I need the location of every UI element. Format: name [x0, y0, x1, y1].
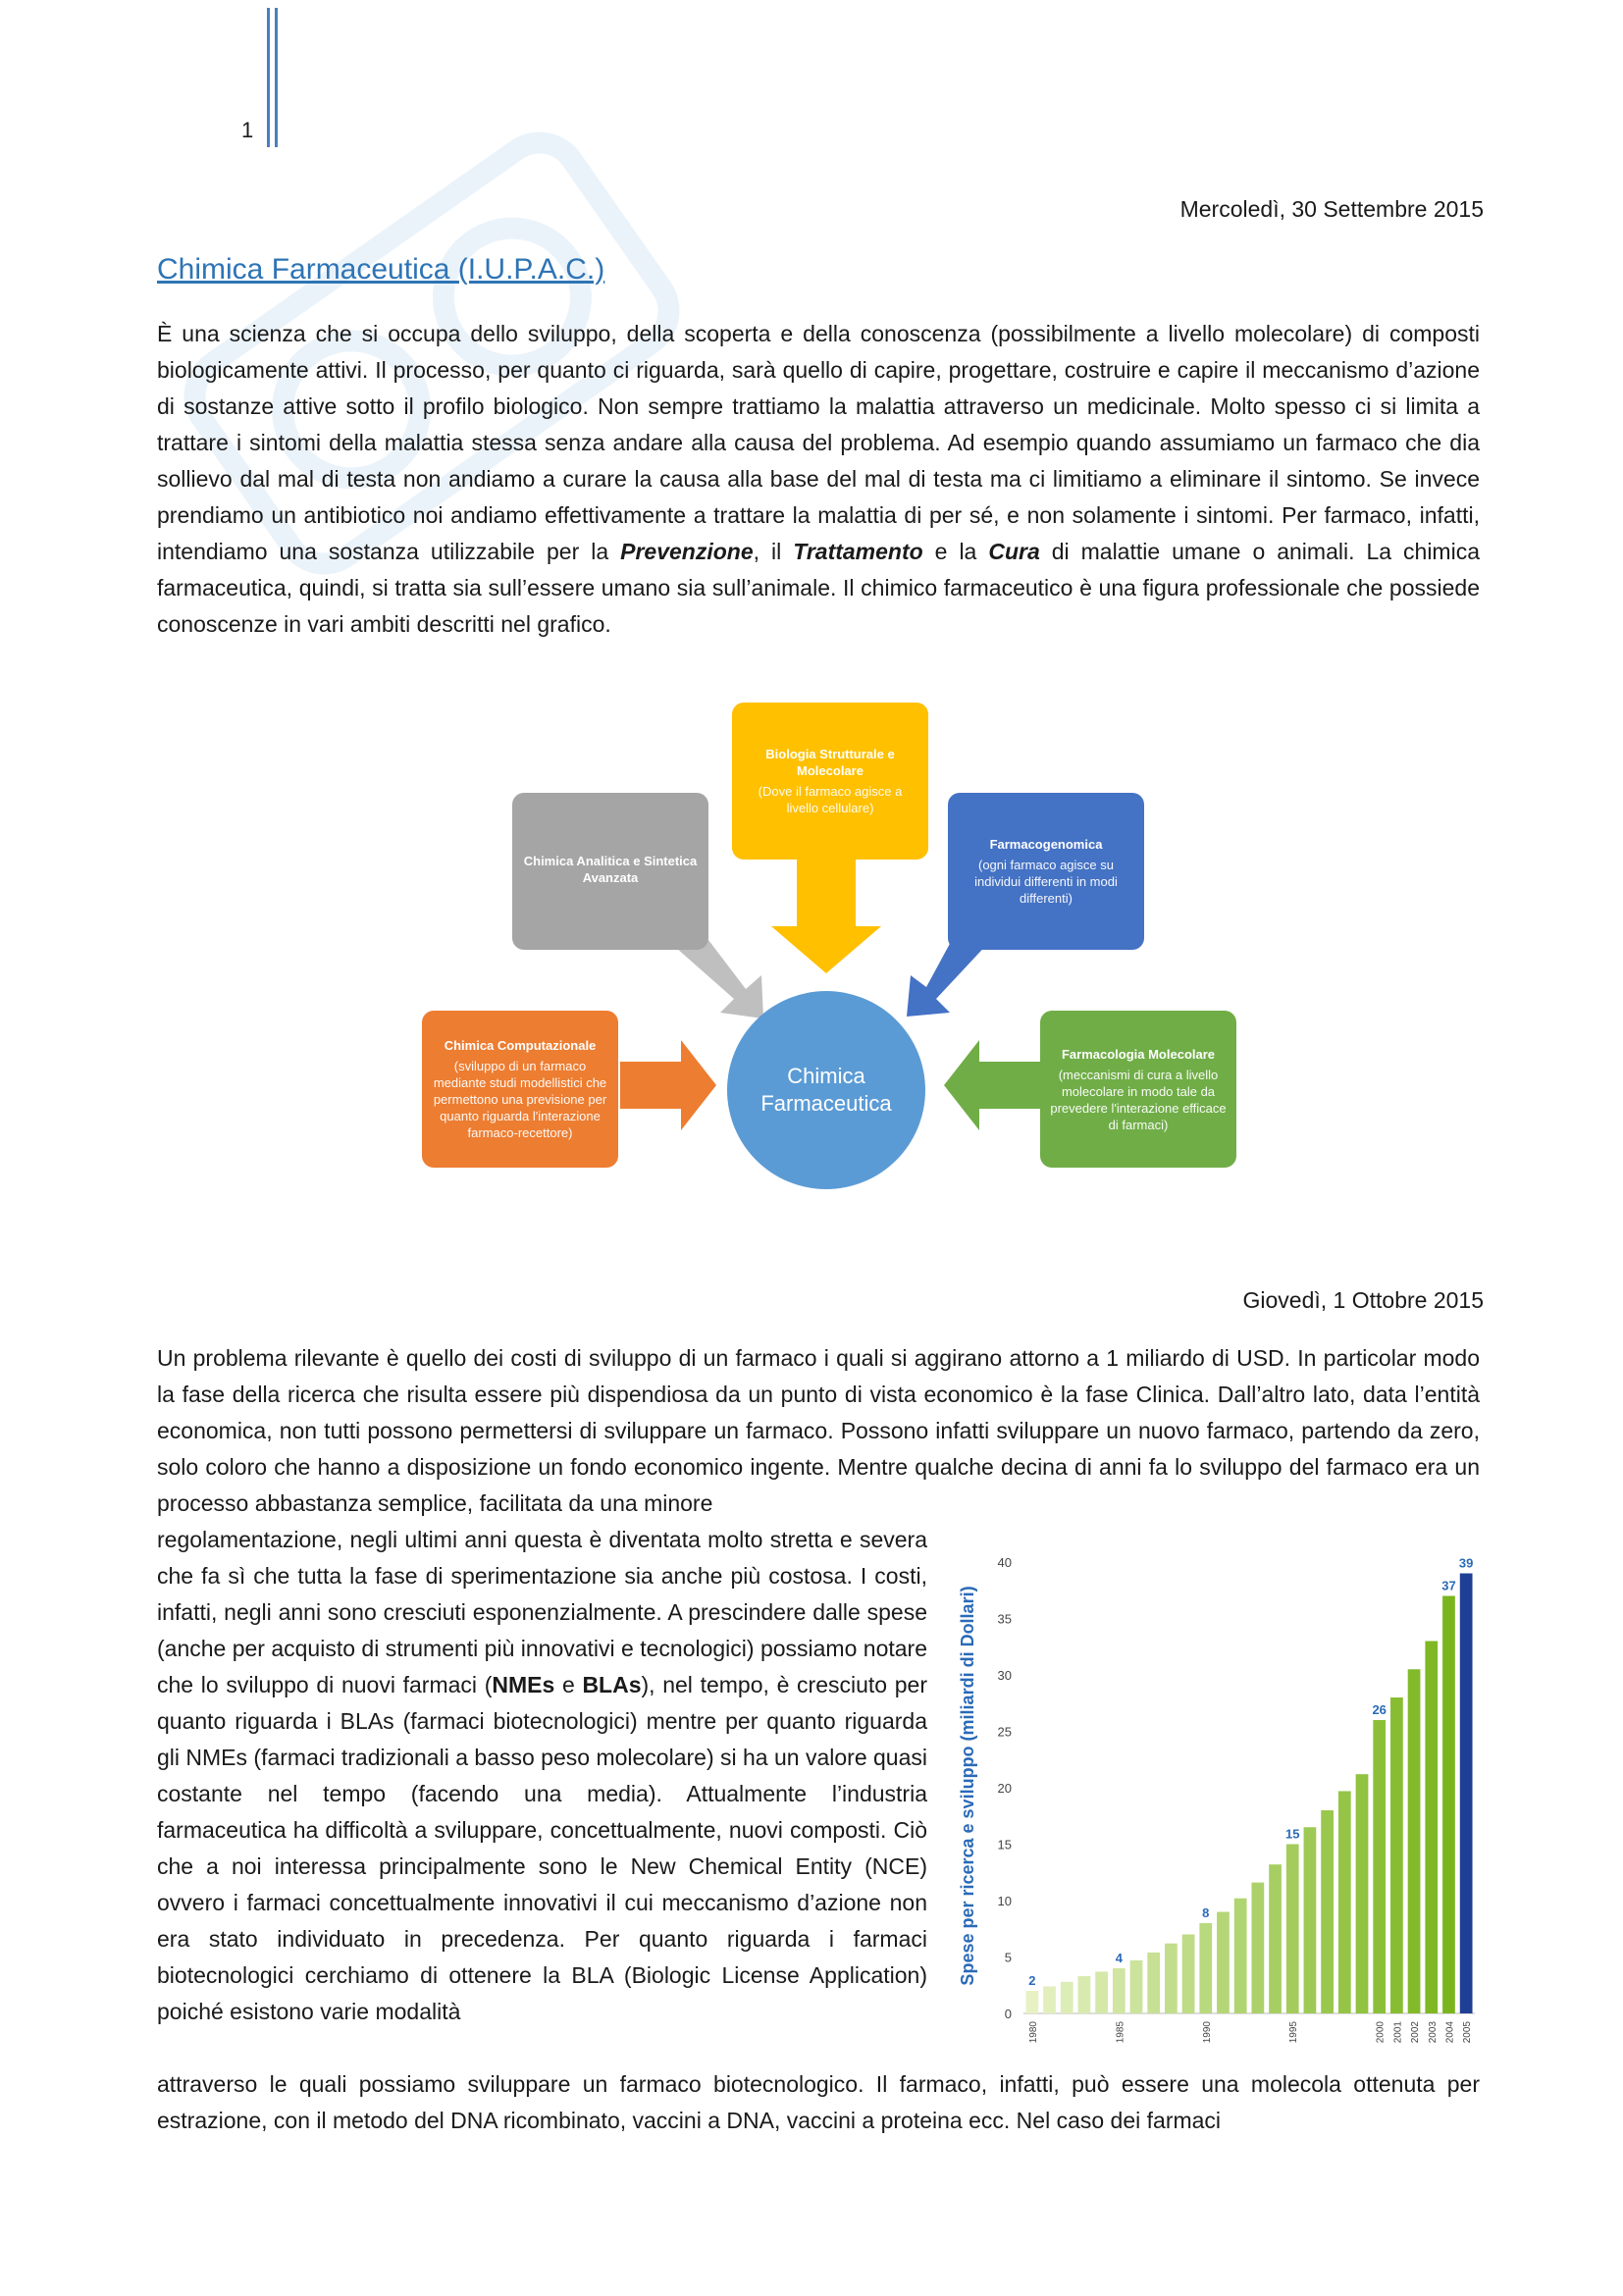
trattamento-term: Trattamento — [793, 539, 923, 564]
data-label-1995: 15 — [1284, 1826, 1300, 1842]
bar-1988 — [1165, 1944, 1178, 2013]
bar-1991 — [1217, 1912, 1230, 2014]
box-farmacogenomica: Farmacogenomica (ogni farmaco agisce su individui differenti in modi differenti) — [948, 793, 1144, 950]
y-tick-label: 5 — [1004, 1950, 1012, 1965]
bar-1984 — [1095, 1971, 1108, 2013]
y-tick-label: 40 — [997, 1555, 1012, 1570]
chart-ylabel: Spese per ricerca e sviluppo (miliardi di Dollari) — [958, 1586, 977, 1986]
bar-1990 — [1199, 1923, 1212, 2013]
box-chimica-analitica: Chimica Analitica e Sintetica Avanzata — [512, 793, 708, 950]
data-label-1980: 2 — [1028, 1973, 1036, 1988]
bar-1983 — [1078, 1976, 1091, 2013]
bar-1981 — [1043, 1986, 1056, 2013]
bar-1996 — [1304, 1827, 1317, 2013]
arrow-farmacologia — [944, 1040, 1040, 1130]
data-label-1990: 8 — [1202, 1905, 1210, 1920]
bar-2000 — [1373, 1720, 1386, 2013]
bar-1982 — [1061, 1982, 1073, 2013]
x-tick-label: 2000 — [1375, 2021, 1387, 2044]
section-title: Chimica Farmaceutica (I.U.P.A.C.) — [157, 253, 605, 286]
prevenzione-term: Prevenzione — [620, 539, 754, 564]
page-number: 1 — [241, 118, 254, 142]
bar-1986 — [1130, 1960, 1143, 2013]
bar-2005 — [1460, 1574, 1473, 2014]
bar-2003 — [1425, 1642, 1438, 2014]
bar-1995 — [1286, 1845, 1299, 2014]
box-chimica-computazionale: Chimica Computazionale (sviluppo di un farmaco mediante studi modellistici che permettono una previsione per quanto riguarda l'interazione farmaco-recettore) — [422, 1011, 618, 1168]
x-tick-label: 2001 — [1392, 2021, 1404, 2044]
x-tick-label: 2002 — [1410, 2021, 1422, 2044]
wrapped-paragraph: regolamentazione, negli ultimi anni questa è diventata molto stretta e severa che fa sì che tutta la fase di sperimentazione sia anche più costosa. I costi, infatti, negli anni sono cresciuti esponenzialmente. A prescindere dalle spese (anche per acquisto di strumenti più innovativi e tecnologici) possiamo notare che lo sviluppo di nuovi farmaci (NMEs e BLAs), nel tempo, è cresciuto per quanto riguarda i BLAs (farmaci biotecnologici) mentre per quanto riguarda gli NMEs (farmaci tradizionali a basso peso molecolare) si ha un valore quasi costante nel tempo (facendo una media). Attualmente l’industria farmaceutica ha difficoltà a sviluppare, concettualmente, nuovi composti. Ciò che a noi interessa principalmente sono le New Chemical Entity (NCE) ovvero i farmaci concettualmente innovativi il cui meccanismo d’azione non era stato individuato in precedenza. Per quanto riguarda i farmaci biotecnologici cerchiamo di ottenere la BLA (Biologic License Application) poiché esistono varie modalità — [157, 1527, 927, 2024]
data-label-2004: 37 — [1441, 1578, 1456, 1593]
y-tick-label: 25 — [997, 1724, 1012, 1740]
bar-1997 — [1321, 1810, 1334, 2013]
rd-spending-chart — [950, 1542, 1485, 2053]
y-tick-label: 35 — [997, 1611, 1012, 1627]
arrow-analitica — [667, 940, 763, 1018]
bar-1998 — [1338, 1791, 1351, 2013]
data-label-2000: 26 — [1372, 1702, 1387, 1717]
date-heading-1: Mercoledì, 30 Settembre 2015 — [1179, 196, 1484, 222]
x-tick-label: 2003 — [1427, 2021, 1439, 2044]
intro-paragraph: È una scienza che si occupa dello sviluppo, della scoperta e della conoscenza (possibilmente a livello molecolare) di composti biologicamente attivi. Il processo, per quanto ci riguarda, sarà quello di capire, progettare, costruire e capire il meccanismo d’azione di sostanze attive sotto il profilo biologico. Non sempre trattiamo la malattia attraverso un medicinale. Molto spesso ci si limita a trattare i sintomi della malattia stessa senza andare alla causa del problema. Ad esempio quando assumiamo un farmaco che dia sollievo dal mal di testa non andiamo a curare la causa alla base del mal di testa ma ci limitiamo a eliminare il sintomo. Se invece prendiamo un antibiotico noi andiamo effettivamente a trattare la malattia di per sé, e non solamente i sintomi. Per farmaco, infatti, intendiamo una sostanza utilizzabile per la Prevenzione, il Trattamento e la Cura di malattie umane o animali. La chimica farmaceutica, quindi, si tratta sia sull’essere umano sia sull’animale. Il chimico farmaceutico è una figura professionale che possiede conoscenze in vari ambiti descritti nel grafico. — [157, 321, 1480, 637]
date-heading-2: Giovedì, 1 Ottobre 2015 — [1242, 1287, 1484, 1313]
bar-2001 — [1390, 1697, 1403, 2013]
bar-1989 — [1182, 1935, 1195, 2014]
bar-2002 — [1408, 1669, 1421, 2013]
box-biologia: Biologia Strutturale e Molecolare (Dove il farmaco agisce a livello cellulare) — [732, 703, 928, 860]
costs-paragraph: Un problema rilevante è quello dei costi di sviluppo di un farmaco i quali si aggirano attorno a 1 miliardo di USD. In particolar modo la fase della ricerca che risulta essere più dispendiosa da un punto di vista economico è la fase Clinica. Dall’altro lato, data l’entità economica, non tutti possono permettersi di sviluppare un farmaco. Possono infatti sviluppare un nuovo farmaco, partendo da zero, solo coloro che hanno a disposizione un fondo economico ingente. Mentre qualche decina di anni fa lo sviluppo del farmaco era un processo abbastanza semplice, facilitata da una minore — [157, 1345, 1480, 1516]
closing-paragraph: attraverso le quali possiamo sviluppare un farmaco biotecnologico. Il farmaco, infatti, può essere una molecola ottenuta per estrazione, con il metodo del DNA ricombinato, vaccini a DNA, vaccini a proteina ecc. Nel caso dei farmaci — [157, 2071, 1480, 2133]
x-tick-label: 1985 — [1115, 2021, 1126, 2044]
bar-1992 — [1234, 1899, 1247, 2013]
bar-1993 — [1251, 1883, 1264, 2013]
box-farmacologia-molecolare: Farmacologia Molecolare (meccanismi di cura a livello molecolare in modo tale da prevedere l'interazione efficace di farmaci) — [1040, 1011, 1236, 1168]
bar-2004 — [1442, 1596, 1455, 2014]
x-tick-label: 1995 — [1288, 2021, 1300, 2044]
cura-term: Cura — [988, 539, 1040, 564]
bar-1985 — [1113, 1968, 1126, 2013]
y-tick-label: 30 — [997, 1668, 1012, 1683]
arrow-biologia — [771, 860, 881, 973]
bar-1994 — [1269, 1864, 1282, 2013]
arrow-computazionale — [620, 1040, 716, 1130]
bar-1987 — [1147, 1953, 1160, 2013]
center-chimica-farmaceutica: Chimica Farmaceutica — [727, 991, 925, 1189]
y-tick-label: 0 — [1004, 2007, 1012, 2021]
arrow-farmacogenomica — [907, 940, 991, 1017]
x-tick-label: 1990 — [1201, 2021, 1213, 2044]
y-tick-label: 10 — [997, 1894, 1012, 1908]
x-tick-label: 1980 — [1027, 2021, 1039, 2044]
nmes-term: NMEs — [492, 1672, 555, 1697]
x-tick-label: 2005 — [1462, 2021, 1474, 2044]
y-tick-label: 20 — [997, 1781, 1012, 1796]
data-label-2005: 39 — [1458, 1555, 1474, 1571]
blas-term: BLAs — [582, 1672, 642, 1697]
bar-1980 — [1025, 1991, 1038, 2013]
data-label-1985: 4 — [1115, 1951, 1123, 1965]
bar-1999 — [1356, 1774, 1369, 2013]
x-tick-label: 2004 — [1444, 2021, 1456, 2044]
y-tick-label: 15 — [997, 1837, 1012, 1852]
